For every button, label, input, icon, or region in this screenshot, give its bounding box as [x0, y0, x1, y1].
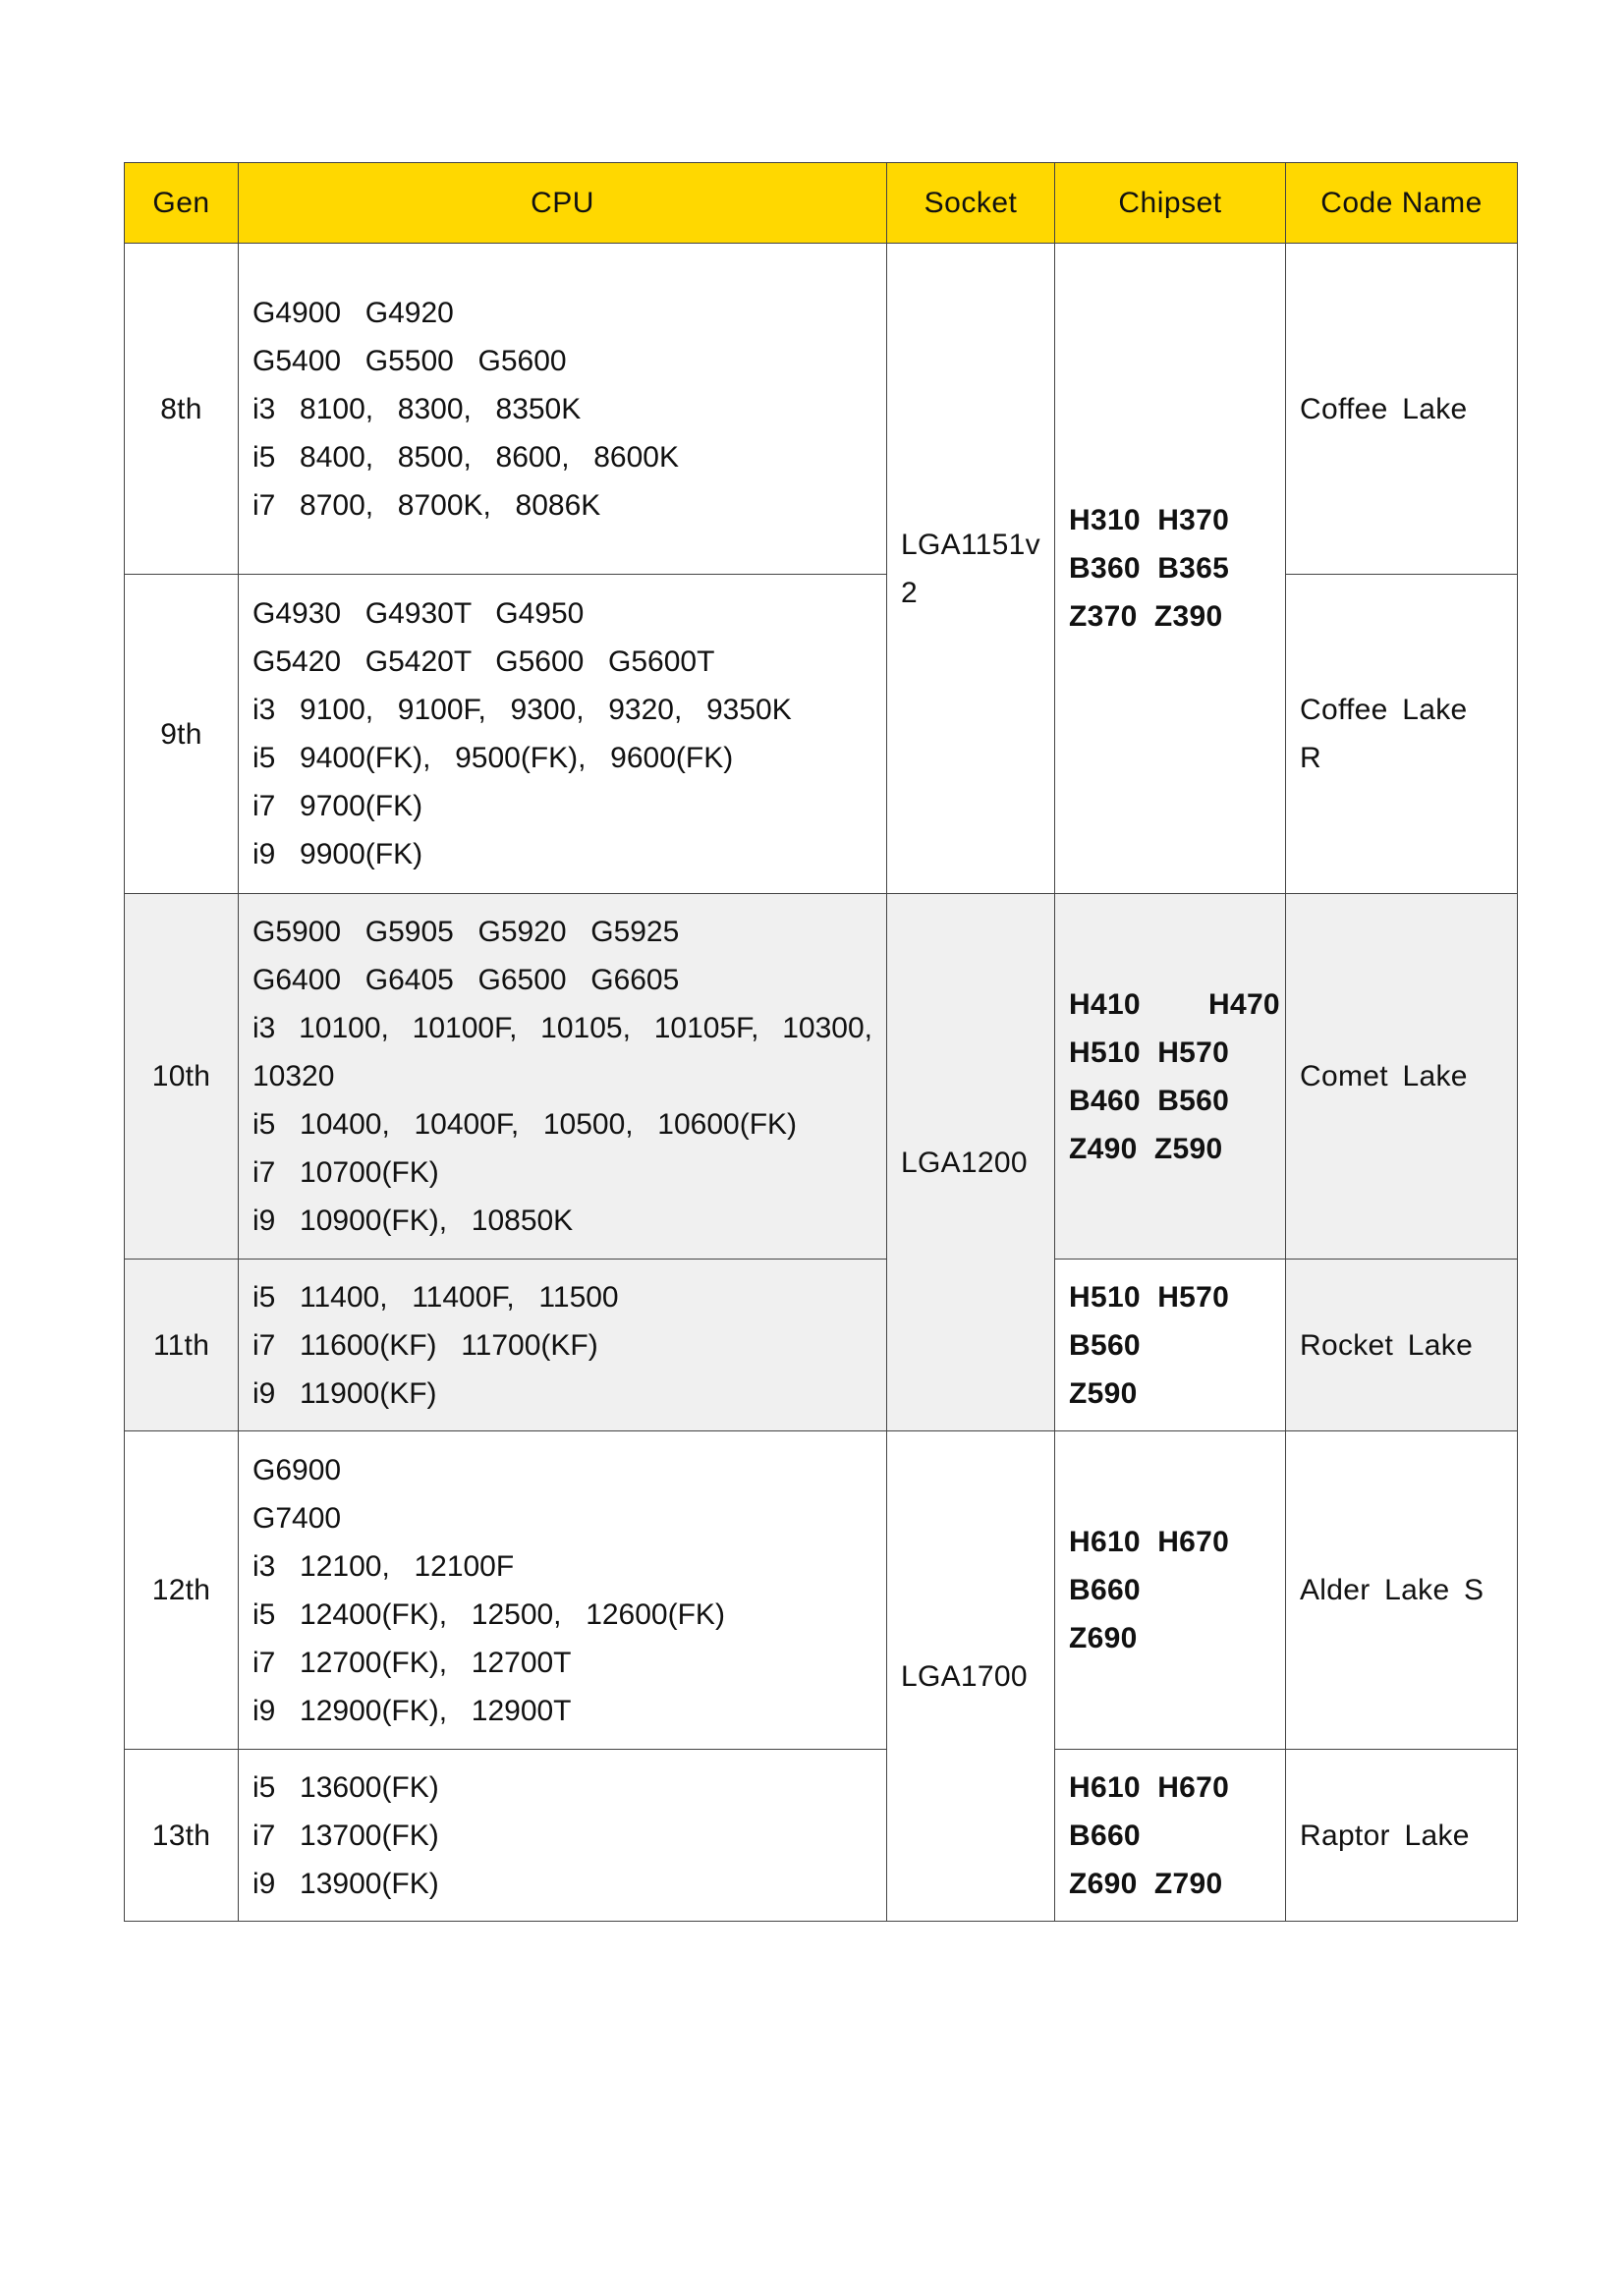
chipset-line: H610 H670 — [1069, 1770, 1230, 1804]
cpu-cell — [239, 1750, 887, 1922]
socket-cell: LGA1151v2 — [887, 244, 1055, 894]
cpu-line: i7 11600(KF) 11700(KF) — [252, 1328, 598, 1362]
table-row — [125, 1431, 1518, 1750]
chipset-line: Z690 — [1069, 1622, 1138, 1654]
cpu-line: i7 12700(FK), 12700T — [252, 1646, 572, 1679]
chipset-cell — [1055, 1431, 1286, 1750]
cpu-line: i9 9900(FK) — [252, 838, 423, 870]
cpu-cell — [239, 244, 887, 575]
cpu-line: i5 10400, 10400F, 10500, 10600(FK) — [252, 1108, 798, 1141]
cpu-line: i5 13600(FK) — [252, 1770, 439, 1804]
chipset-line: H410 H470 — [1069, 987, 1280, 1021]
cpu-line: i7 10700(FK) — [252, 1156, 439, 1189]
table-row — [125, 1260, 1518, 1431]
cpu-cell — [239, 894, 887, 1260]
chipset-line: B560 — [1069, 1328, 1141, 1362]
cpu-line: G4900 G4920 — [252, 296, 454, 329]
chipset-line: B660 — [1069, 1819, 1141, 1852]
cpu-line: i9 10900(FK), 10850K — [252, 1204, 574, 1237]
cpu-line: G7400 — [252, 1501, 342, 1535]
cpu-line: i3 9100, 9100F, 9300, 9320, 9350K — [252, 694, 792, 726]
cpu-cell — [239, 1431, 887, 1750]
code-name-cell: Comet Lake — [1286, 894, 1518, 1260]
cpu-line: G5900 G5905 G5920 G5925 — [252, 916, 680, 948]
chipset-line: Z690 Z790 — [1069, 1867, 1223, 1900]
table-row — [125, 575, 1518, 894]
code-name-cell: Coffee Lake R — [1286, 575, 1518, 894]
chipset-cell — [1055, 1750, 1286, 1922]
code-name-cell: Alder Lake S — [1286, 1431, 1518, 1750]
gen-cell: 12th — [125, 1431, 239, 1750]
table-row — [125, 244, 1518, 575]
cpu-line: i9 11900(KF) — [252, 1376, 437, 1410]
chipset-line: Z370 Z390 — [1069, 600, 1223, 633]
code-name-cell: Coffee Lake — [1286, 244, 1518, 575]
chipset-cell — [1055, 894, 1286, 1260]
cpu-line: i7 8700, 8700K, 8086K — [252, 488, 601, 522]
chipset-line: B460 B560 — [1069, 1084, 1230, 1117]
chipset-line: Z490 Z590 — [1069, 1132, 1223, 1165]
cpu-line: i9 12900(FK), 12900T — [252, 1694, 572, 1727]
cpu-line: i5 11400, 11400F, 11500 — [252, 1280, 619, 1314]
cpu-line: i7 13700(FK) — [252, 1819, 439, 1852]
gen-cell: 11th — [125, 1260, 239, 1431]
cpu-cell — [239, 1260, 887, 1431]
chipset-line: H510 H570 — [1069, 1280, 1230, 1314]
chipset-cell — [1055, 1260, 1286, 1431]
chipset-cell — [1055, 244, 1286, 894]
cpu-line: i5 12400(FK), 12500, 12600(FK) — [252, 1597, 725, 1631]
cpu-line: G6400 G6405 G6500 G6605 — [252, 964, 680, 996]
cpu-line: G5400 G5500 G5600 — [252, 344, 567, 377]
header-row — [125, 163, 1518, 244]
cpu-line: G5420 G5420T G5600 G5600T — [252, 645, 715, 678]
gen-cell: 8th — [125, 244, 239, 575]
chipset-line: B360 B365 — [1069, 552, 1230, 585]
cpu-line: i5 8400, 8500, 8600, 8600K — [252, 440, 679, 474]
cpu-line: i5 9400(FK), 9500(FK), 9600(FK) — [252, 742, 734, 774]
cpu-line: G4930 G4930T G4950 — [252, 597, 585, 630]
socket-cell: LGA1700 — [887, 1431, 1055, 1922]
code-name-cell: Rocket Lake — [1286, 1260, 1518, 1431]
gen-cell: 9th — [125, 575, 239, 894]
table-row — [125, 1750, 1518, 1922]
header-chipset: Chipset — [1055, 163, 1286, 244]
cpu-line: i3 12100, 12100F — [252, 1549, 515, 1583]
cpu-line: i9 13900(FK) — [252, 1867, 439, 1900]
header-socket: Socket — [887, 163, 1055, 244]
cpu-line: i3 10100, 10100F, 10105, 10105F, 10300, — [252, 1012, 872, 1044]
cpu-line: G6900 — [252, 1453, 342, 1486]
chipset-line: H610 H670 — [1069, 1526, 1230, 1558]
gen-cell: 13th — [125, 1750, 239, 1922]
chipset-line: H310 H370 — [1069, 504, 1230, 536]
cpu-line: 10320 — [252, 1060, 335, 1092]
header-cpu: CPU — [239, 163, 887, 244]
chipset-line: H510 H570 — [1069, 1036, 1230, 1069]
header-gen: Gen — [125, 163, 239, 244]
socket-cell: LGA1200 — [887, 894, 1055, 1431]
gen-cell: 10th — [125, 894, 239, 1260]
chipset-line: B660 — [1069, 1574, 1141, 1606]
cpu-cell — [239, 575, 887, 894]
chipset-line: Z590 — [1069, 1376, 1138, 1410]
table-row — [125, 894, 1518, 1260]
code-name-cell: Raptor Lake — [1286, 1750, 1518, 1922]
cpu-line: i3 8100, 8300, 8350K — [252, 392, 582, 425]
cpu-line: i7 9700(FK) — [252, 790, 423, 822]
header-code-name: Code Name — [1286, 163, 1518, 244]
cpu-compatibility-table — [124, 162, 1518, 1922]
